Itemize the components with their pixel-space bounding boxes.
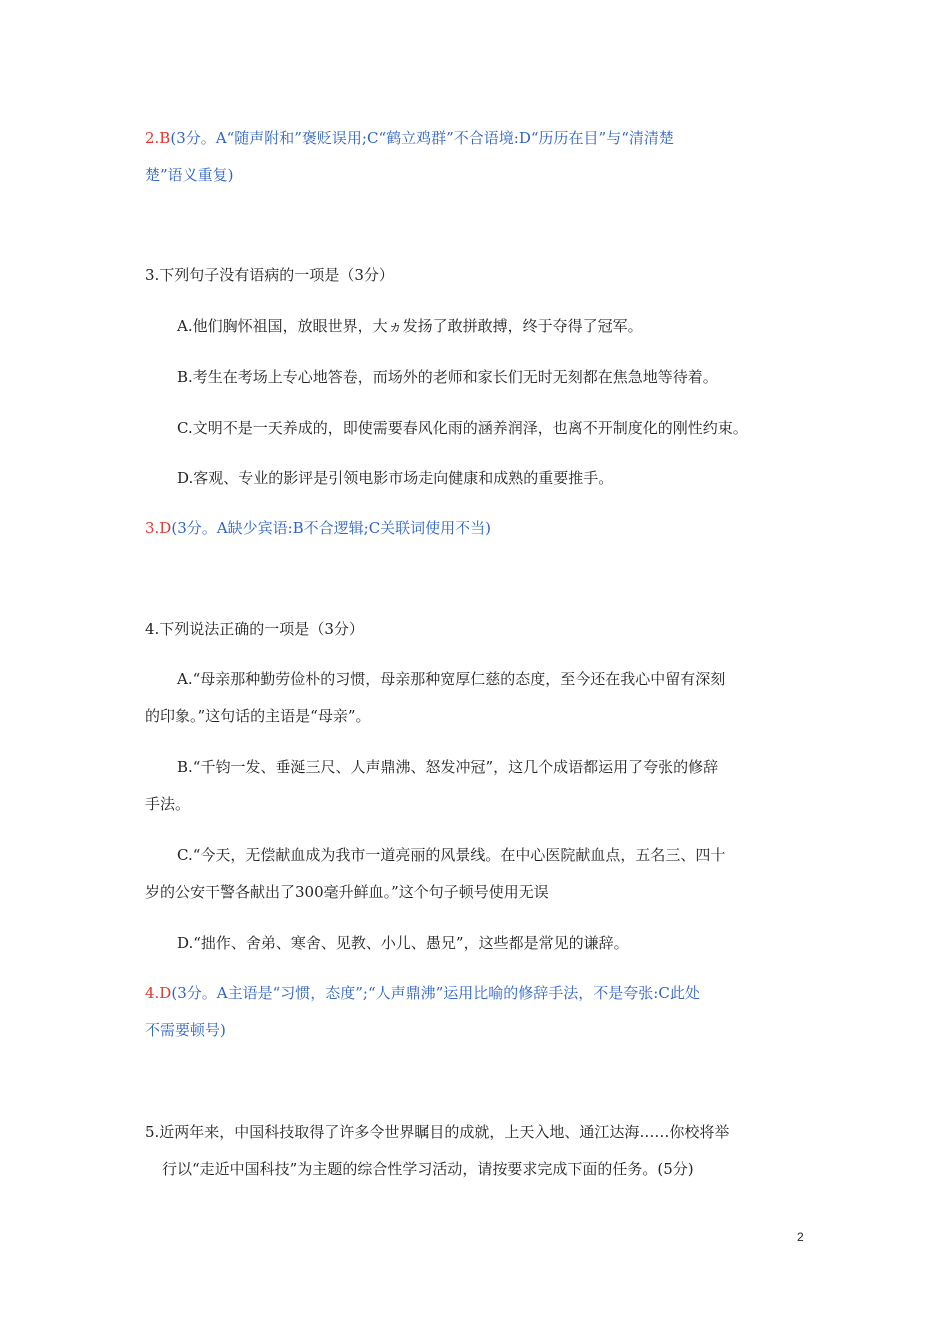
question-5-line-1: 5.近两年来，中国科技取得了许多令世界瞩目的成就，上天入地、通江达海……你校将举	[145, 1123, 730, 1141]
answer-2-number: 2.B	[145, 129, 171, 147]
answer-4-line-1	[145, 983, 700, 1003]
question-4-option-b-line-2: 手法。	[145, 795, 191, 813]
question-4-option-d: D.“拙作、舍弟、寒舍、见教、小儿、愚兄”，这些都是常见的谦辞。	[177, 934, 629, 952]
question-5-line-2: 行以“走近中国科技”为主题的综合性学习活动，请按要求完成下面的任务。(5分)	[162, 1160, 694, 1178]
question-4-option-b-line-1: B.“千钧一发、垂涎三尺、人声鼎沸、怒发冲冠”，这几个成语都运用了夸张的修辞	[177, 758, 719, 776]
question-3-option-b: B.考生在考场上专心地答卷，而场外的老师和家长们无时无刻都在焦急地等待着。	[177, 368, 718, 386]
question-4-option-a-line-2: 的印象。”这句话的主语是“母亲”。	[145, 707, 371, 725]
question-4-option-c-line-2: 岁的公安干警各献出了300毫升鲜血。”这个句子顿号使用无误	[145, 883, 549, 901]
question-4-stem: 4.下列说法正确的一项是（3分）	[145, 620, 364, 638]
answer-4-number: 4.D	[145, 984, 172, 1002]
answer-4-line-2: 不需要顿号)	[145, 1021, 226, 1039]
answer-2-line-1	[145, 128, 674, 148]
question-3-option-d: D.客观、专业的影评是引领电影市场走向健康和成熟的重要推手。	[177, 469, 614, 487]
page-number: 2	[797, 1230, 804, 1244]
answer-3-line	[145, 518, 491, 538]
question-3-option-c: C.文明不是一天养成的，即使需要春风化雨的涵养润泽，也离不开制度化的刚性约束。	[177, 419, 748, 437]
question-3-option-a: A.他们胸怀祖国，放眼世界，大ヵ发扬了敢拼敢搏，终于夺得了冠军。	[177, 317, 643, 335]
question-3-stem: 3.下列句子没有语病的一项是（3分）	[145, 266, 394, 284]
question-4-option-a-line-1: A.“母亲那种勤劳俭朴的习惯，母亲那种宽厚仁慈的态度，至今还在我心中留有深刻	[177, 670, 726, 688]
question-4-option-c-line-1: C.“今天，无偿献血成为我市一道亮丽的风景线。在中心医院献血点，五名三、四十	[177, 846, 726, 864]
answer-3-explanation: (3分。A缺少宾语:B不合逻辑;C关联词使用不当)	[171, 519, 492, 537]
answer-3-number: 3.D	[145, 519, 172, 537]
answer-2-line-2: 楚”语义重复)	[145, 166, 234, 184]
answer-2-explanation: (3分。A“随声附和”褒贬误用;C“鹤立鸡群”不合语境:D“历历在目”与“清清楚	[170, 129, 674, 147]
answer-4-explanation: (3分。A主语是“习惯，态度”;“人声鼎沸”运用比喻的修辞手法，不是夸张:C此处	[171, 984, 700, 1002]
